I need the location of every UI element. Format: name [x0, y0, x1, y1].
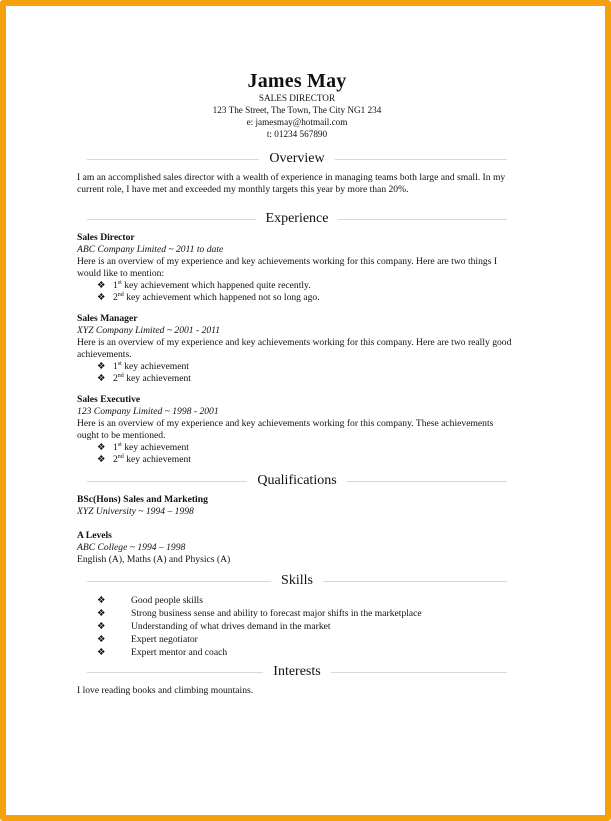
skill-item — [97, 620, 517, 633]
bullet-icon: ❖ — [97, 634, 106, 645]
ordinal-suffix: nd — [117, 291, 124, 298]
bullet-icon: ❖ — [97, 621, 106, 632]
skill-text: Understanding of what drives demand in the market — [131, 621, 331, 632]
skill-text: Strong business sense and ability to forecast major shifts in the marketplace — [131, 608, 422, 619]
ordinal-suffix: nd — [117, 453, 124, 460]
job-entry — [77, 394, 517, 466]
qualification-title: BSc(Hons) Sales and Marketing — [77, 494, 208, 505]
skill-text: Expert mentor and coach — [131, 647, 228, 658]
achievement-item — [97, 454, 517, 466]
candidate-role: SALES DIRECTOR — [258, 93, 336, 103]
achievement-text: key achievement which happened quite recently. — [124, 280, 311, 291]
ordinal-suffix: st — [117, 441, 122, 448]
bullet-icon: ❖ — [97, 647, 106, 658]
overview-title: Overview — [269, 151, 325, 166]
bullet-icon: ❖ — [97, 373, 106, 384]
ordinal-number: 2 — [113, 373, 118, 384]
ordinal-suffix: st — [117, 279, 122, 286]
achievement-item — [97, 292, 517, 304]
experience-heading — [77, 210, 517, 228]
skills-heading — [77, 572, 517, 590]
job-description: Here is an overview of my experience and key achievements working for this company. Here are two really good achievements. — [77, 337, 512, 360]
ordinal-number: 1 — [113, 280, 118, 291]
overview-heading — [77, 150, 517, 168]
skill-item — [97, 646, 517, 659]
interests-text: I love reading books and climbing mountains. — [77, 685, 254, 696]
interests-title: Interests — [273, 664, 321, 679]
job-title: Sales Executive — [77, 394, 141, 405]
job-description: Here is an overview of my experience and key achievements working for this company. These achievements ought to be mentioned. — [77, 418, 494, 441]
job-company: ABC Company Limited ~ 2011 to date — [77, 244, 224, 255]
candidate-name: James May — [247, 70, 347, 92]
qualification-title: A Levels — [77, 530, 112, 541]
resume-header — [77, 70, 517, 140]
bullet-icon: ❖ — [97, 454, 106, 465]
divider — [87, 581, 271, 582]
skill-text: Expert negotiator — [131, 634, 198, 645]
job-title: Sales Manager — [77, 313, 138, 324]
achievement-item — [97, 361, 517, 373]
divider — [338, 219, 507, 220]
achievement-text: key achievement — [126, 454, 191, 465]
divider — [323, 581, 507, 582]
divider — [347, 481, 507, 482]
skill-item — [97, 633, 517, 646]
candidate-phone: t: 01234 567890 — [266, 129, 328, 139]
qualification-place: ABC College ~ 1994 – 1998 — [77, 542, 186, 553]
achievement-text: key achievement which happened not so long ago. — [126, 292, 320, 303]
qualification-entry — [77, 494, 517, 518]
skills-list — [97, 594, 517, 659]
bullet-icon: ❖ — [97, 442, 106, 453]
bullet-icon: ❖ — [97, 292, 106, 303]
ordinal-number: 1 — [113, 442, 118, 453]
ordinal-suffix: st — [117, 360, 122, 367]
divider — [87, 672, 263, 673]
achievement-text: key achievement — [124, 442, 189, 453]
divider — [87, 159, 259, 160]
job-description: Here is an overview of my experience and key achievements working for this company. Here are two things I would like to mention: — [77, 256, 498, 279]
qualifications-title: Qualifications — [257, 473, 337, 488]
qualification-entry — [77, 530, 517, 566]
bullet-icon: ❖ — [97, 280, 106, 291]
bullet-icon: ❖ — [97, 361, 106, 372]
divider — [87, 481, 247, 482]
skill-text: Good people skills — [131, 595, 203, 606]
job-entry — [77, 232, 517, 304]
job-title: Sales Director — [77, 232, 135, 243]
achievement-item — [97, 280, 517, 292]
candidate-email: e: jamesmay@hotmail.com — [246, 117, 348, 127]
job-company: 123 Company Limited ~ 1998 - 2001 — [77, 406, 219, 417]
achievement-text: key achievement — [124, 361, 189, 372]
ordinal-suffix: nd — [117, 372, 124, 379]
skills-title: Skills — [281, 573, 313, 588]
qualification-detail: English (A), Maths (A) and Physics (A) — [77, 554, 231, 565]
resume-page — [77, 70, 517, 697]
skill-item — [97, 594, 517, 607]
divider — [331, 672, 507, 673]
achievement-item — [97, 442, 517, 454]
experience-title: Experience — [265, 211, 329, 226]
qualifications-heading — [77, 472, 517, 490]
divider — [335, 159, 507, 160]
skill-item — [97, 607, 517, 620]
achievement-item — [97, 373, 517, 385]
achievement-text: key achievement — [126, 373, 191, 384]
interests-heading — [77, 663, 517, 681]
job-company: XYZ Company Limited ~ 2001 - 2011 — [77, 325, 221, 336]
overview-text: I am an accomplished sales director with a wealth of experience in managing teams both large and small. In my current role, I have met and exceeded my monthly targets this year by more than 20%. — [77, 172, 506, 195]
ordinal-number: 1 — [113, 361, 118, 372]
job-entry — [77, 313, 517, 385]
bullet-icon: ❖ — [97, 595, 106, 606]
qualification-place: XYZ University ~ 1994 – 1998 — [77, 506, 194, 517]
ordinal-number: 2 — [113, 292, 118, 303]
ordinal-number: 2 — [113, 454, 118, 465]
bullet-icon: ❖ — [97, 608, 106, 619]
candidate-address: 123 The Street, The Town, The City NG1 234 — [212, 105, 382, 115]
divider — [87, 219, 256, 220]
